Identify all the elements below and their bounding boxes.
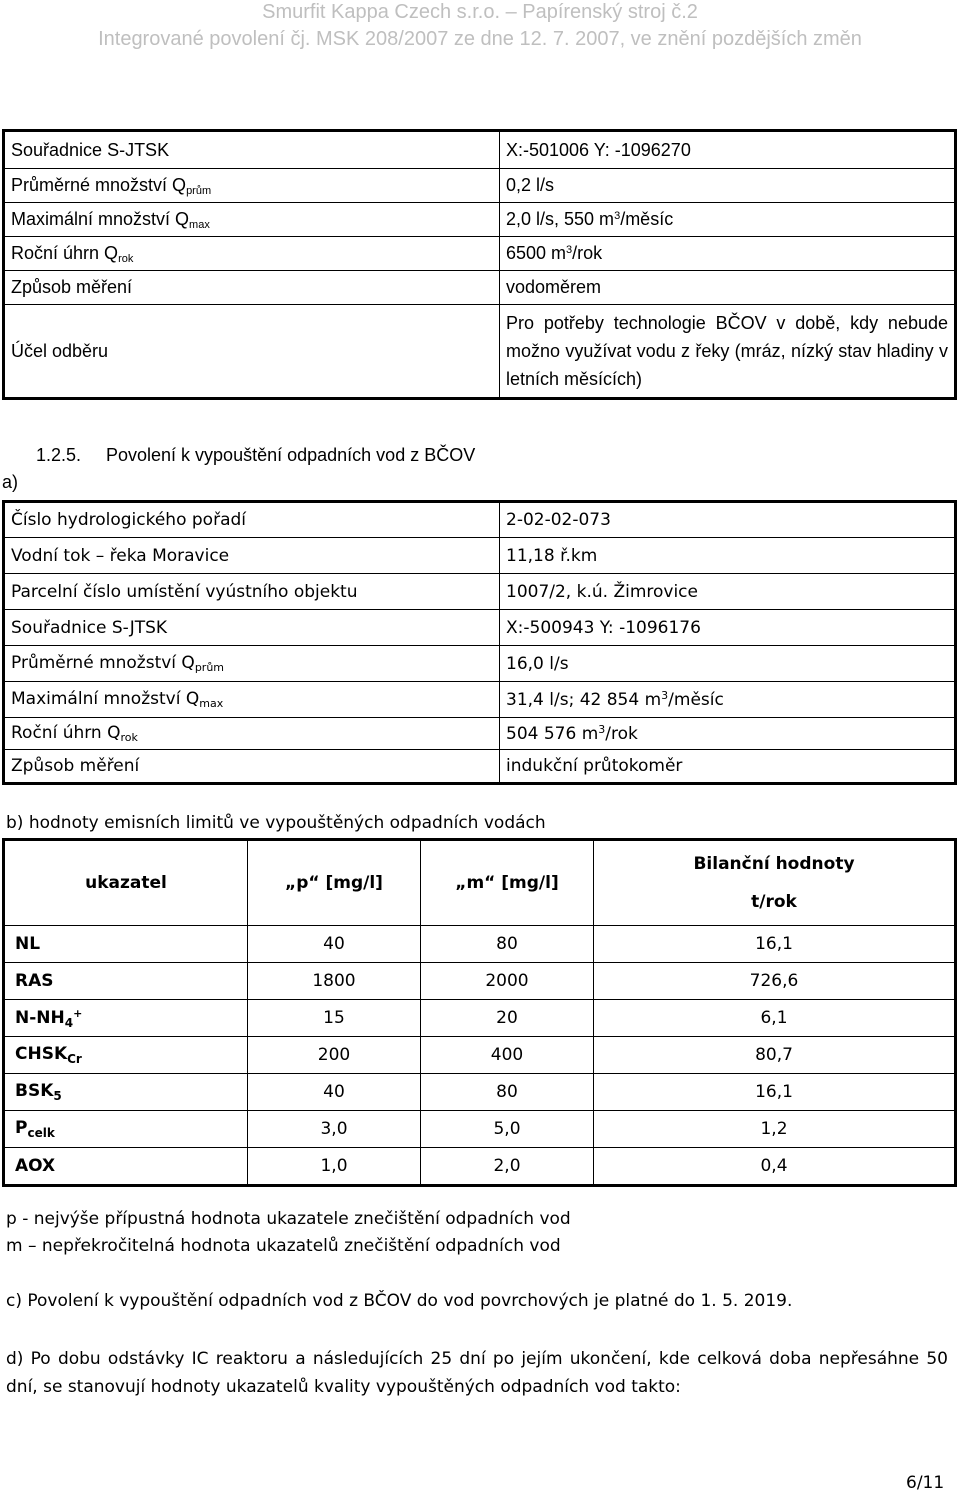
indicator-name xyxy=(4,1111,248,1148)
table-row xyxy=(4,750,956,784)
p-value: 15 xyxy=(248,1000,421,1037)
row-value xyxy=(500,718,956,750)
table-row xyxy=(4,169,956,203)
row-label xyxy=(4,718,500,750)
p-value: 200 xyxy=(248,1037,421,1074)
row-label: Číslo hydrologického pořadí xyxy=(4,502,500,538)
table-row xyxy=(4,1000,956,1037)
label-text: Maximální množství Q xyxy=(11,208,190,229)
row-label: Způsob měření xyxy=(4,271,500,305)
value-unit: /měsíc xyxy=(668,690,724,710)
balance-value: 0,4 xyxy=(594,1148,956,1186)
label-sub: prům xyxy=(186,184,212,197)
discharge-parameters-table xyxy=(2,500,957,785)
row-value: 16,0 l/s xyxy=(500,646,956,682)
table-row xyxy=(4,963,956,1000)
row-label xyxy=(4,203,500,237)
label-text: Průměrné množství Q xyxy=(11,174,187,195)
col-header-indicator: ukazatel xyxy=(4,840,248,926)
p-value: 40 xyxy=(248,926,421,963)
p-value: 40 xyxy=(248,1074,421,1111)
section-letter: a) xyxy=(2,472,19,492)
balance-value: 80,7 xyxy=(594,1037,956,1074)
value-sup: 3 xyxy=(598,723,606,736)
indicator-name xyxy=(4,1074,248,1111)
table-row xyxy=(4,718,956,750)
table-row xyxy=(4,305,956,399)
balance-unit: t/rok xyxy=(751,892,797,912)
balance-value: 16,1 xyxy=(594,926,956,963)
indicator-sub: Cr xyxy=(67,1052,82,1066)
value-sup: 3 xyxy=(566,244,573,256)
value-text: 31,4 l/s; 42 854 m xyxy=(506,690,662,710)
label-text: Roční úhrn Q xyxy=(11,723,121,743)
label-sub: max xyxy=(199,697,224,710)
balance-value: 16,1 xyxy=(594,1074,956,1111)
m-value: 5,0 xyxy=(421,1111,594,1148)
table-row xyxy=(4,271,956,305)
m-value: 20 xyxy=(421,1000,594,1037)
indicator-name xyxy=(4,1037,248,1074)
section-b-title: b) hodnoty emisních limitů ve vypouštěných odpadních vodách xyxy=(6,813,546,833)
m-value: 80 xyxy=(421,1074,594,1111)
label-sub: max xyxy=(189,218,210,231)
note-m: m – nepřekročitelná hodnota ukazatelů znečištění odpadních vod xyxy=(6,1236,561,1256)
m-value: 2000 xyxy=(421,963,594,1000)
value-sup: 3 xyxy=(661,689,669,702)
table-row xyxy=(4,1037,956,1074)
label-text: Průměrné množství Q xyxy=(11,653,195,673)
indicator-name xyxy=(4,1000,248,1037)
table-row xyxy=(4,574,956,610)
row-value: 1007/2, k.ú. Žimrovice xyxy=(500,574,956,610)
table-row xyxy=(4,1111,956,1148)
value-text: 6500 m xyxy=(506,243,567,263)
row-label: Vodní tok – řeka Moravice xyxy=(4,538,500,574)
header-row xyxy=(4,840,956,926)
row-value: X:-501006 Y: -1096270 xyxy=(500,131,956,169)
table-row xyxy=(4,926,956,963)
row-label: Souřadnice S-JTSK xyxy=(4,610,500,646)
indicator-name: AOX xyxy=(4,1148,248,1186)
indicator-sub: 5 xyxy=(53,1089,62,1103)
balance-value: 6,1 xyxy=(594,1000,956,1037)
section-d-text: d) Po dobu odstávky IC reaktoru a následujících 25 dní po jejím ukončení, kde celková doba nepřesáhne 50 dní, se stanovují hodnoty ukazatelů kvality vypouštěných odpadních vod takto: xyxy=(6,1349,948,1397)
indicator-name: RAS xyxy=(4,963,248,1000)
balance-label: Bilanční hodnoty xyxy=(693,854,855,874)
label-text: Maximální množství Q xyxy=(11,689,200,709)
row-value: vodoměrem xyxy=(500,271,956,305)
section-c-text: c) Povolení k vypouštění odpadních vod z BČOV do vod povrchových je platné do 1. 5. 2019. xyxy=(6,1291,793,1311)
row-value: indukční průtokoměr xyxy=(500,750,956,784)
row-label: Parcelní číslo umístění vyústního objektu xyxy=(4,574,500,610)
note-p: p - nejvýše přípustná hodnota ukazatele znečištění odpadních vod xyxy=(6,1209,571,1229)
value-text: 2,0 l/s, 550 m xyxy=(506,209,615,229)
table-row xyxy=(4,1148,956,1186)
row-label xyxy=(4,237,500,271)
row-label xyxy=(4,169,500,203)
m-value: 400 xyxy=(421,1037,594,1074)
header-line-1: Smurfit Kappa Czech s.r.o. – Papírenský stroj č.2 xyxy=(262,1,698,23)
indicator-text: BSK xyxy=(15,1081,54,1101)
row-label: Souřadnice S-JTSK xyxy=(4,131,500,169)
row-label xyxy=(4,646,500,682)
table-row xyxy=(4,682,956,718)
row-value: 11,18 ř.km xyxy=(500,538,956,574)
row-value xyxy=(500,203,956,237)
balance-value: 1,2 xyxy=(594,1111,956,1148)
row-value: 2-02-02-073 xyxy=(500,502,956,538)
label-text: Roční úhrn Q xyxy=(11,242,119,263)
balance-value: 726,6 xyxy=(594,963,956,1000)
indicator-sup: + xyxy=(73,1006,83,1020)
m-value: 80 xyxy=(421,926,594,963)
indicator-text: P xyxy=(15,1118,28,1138)
indicator-sub: celk xyxy=(27,1126,55,1140)
row-label: Účel odběru xyxy=(4,305,500,399)
table-row xyxy=(4,237,956,271)
label-sub: prům xyxy=(194,661,225,674)
table-row xyxy=(4,502,956,538)
row-label xyxy=(4,682,500,718)
table-row xyxy=(4,610,956,646)
row-value: X:-500943 Y: -1096176 xyxy=(500,610,956,646)
indicator-text: N-NH xyxy=(15,1007,65,1028)
emission-limits-table xyxy=(2,838,957,1187)
m-value: 2,0 xyxy=(421,1148,594,1186)
table-row xyxy=(4,538,956,574)
indicator-name: NL xyxy=(4,926,248,963)
section-title: Povolení k vypouštění odpadních vod z BČOV xyxy=(106,445,476,465)
intake-parameters-table xyxy=(2,129,957,400)
indicator-text: CHSK xyxy=(15,1044,68,1064)
table-row xyxy=(4,131,956,169)
col-header-m: „m“ [mg/l] xyxy=(421,840,594,926)
value-unit: /rok xyxy=(605,724,638,744)
row-value: 0,2 l/s xyxy=(500,169,956,203)
p-value: 3,0 xyxy=(248,1111,421,1148)
label-sub: rok xyxy=(118,252,134,265)
page-number: 6/11 xyxy=(906,1473,945,1493)
value-unit: /rok xyxy=(572,243,603,263)
value-text: 504 576 m xyxy=(506,724,599,744)
section-number: 1.2.5. xyxy=(36,445,82,465)
row-value xyxy=(500,682,956,718)
row-value: Pro potřeby technologie BČOV v době, kdy nebude možno využívat vodu z řeky (mráz, nízký stav hladiny v letních měsících) xyxy=(500,305,956,399)
value-sup: 3 xyxy=(614,210,621,222)
col-header-balance xyxy=(594,840,956,926)
table-row xyxy=(4,646,956,682)
col-header-p: „p“ [mg/l] xyxy=(248,840,421,926)
row-label: Způsob měření xyxy=(4,750,500,784)
header-line-2: Integrované povolení čj. MSK 208/2007 ze dne 12. 7. 2007, ve znění pozdějších změn xyxy=(98,28,862,50)
p-value: 1,0 xyxy=(248,1148,421,1186)
value-unit: /měsíc xyxy=(620,209,674,229)
table-row xyxy=(4,1074,956,1111)
table-row xyxy=(4,203,956,237)
label-sub: rok xyxy=(120,731,138,744)
indicator-sub: 4 xyxy=(64,1015,74,1030)
row-value xyxy=(500,237,956,271)
p-value: 1800 xyxy=(248,963,421,1000)
